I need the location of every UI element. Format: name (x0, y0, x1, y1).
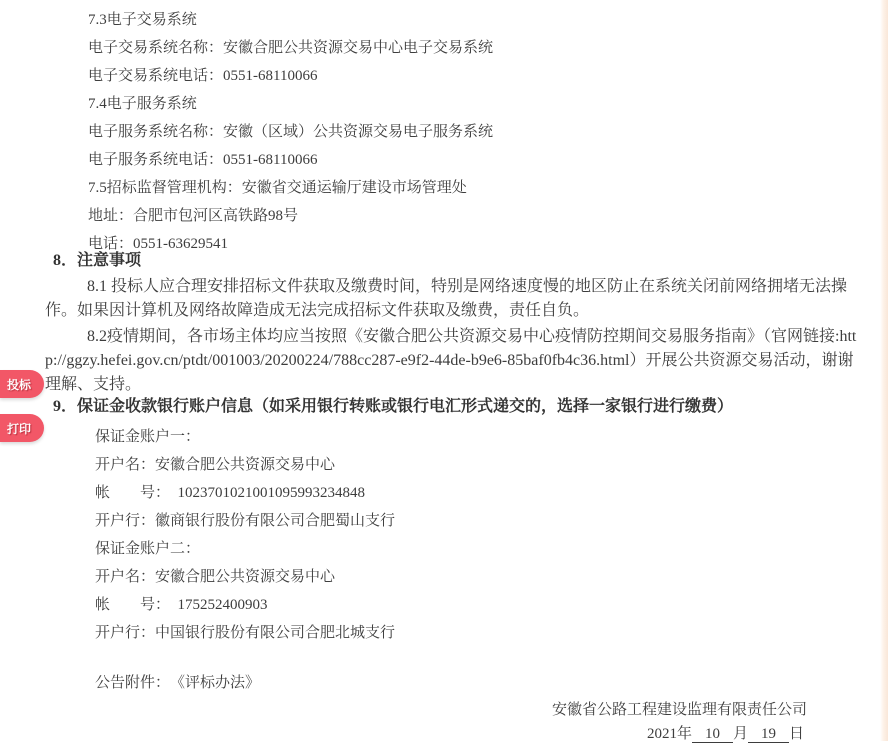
section-8-heading: 8．注意事项 (53, 252, 142, 269)
print-button[interactable]: 打印 (0, 414, 44, 442)
notice-8-2: 8.2疫情期间，各市场主体均应当按照《安徽合肥公共资源交易中心疫情防控期间交易服务指南》（官网链接:http://ggzy.hefei.gov.cn/ptdt/001003/20200224/788cc287-e9f2-44de-b9e6-85baf0fb4c36.html）开展公共资源交易活动，谢谢理解、支持。 (45, 328, 857, 393)
section-7-5-title: 7.5招标监督管理机构：安徽省交通运输厅建设市场管理处 (88, 180, 467, 196)
account-2-bank: 开户行：中国银行股份有限公司合肥北城支行 (95, 625, 396, 641)
service-system-name: 电子服务系统名称：安徽（区域）公共资源交易电子服务系统 (88, 124, 494, 140)
supervisor-phone: 电话：0551-63629541 (88, 236, 228, 252)
section-7-3-title: 7.3电子交易系统 (88, 12, 197, 28)
account-2-holder: 开户名：安徽合肥公共资源交易中心 (95, 569, 336, 585)
account-1-bank: 开户行：徽商银行股份有限公司合肥蜀山支行 (95, 513, 396, 529)
account-2-label: 保证金账户二： (95, 541, 201, 557)
section-7-4-title: 7.4电子服务系统 (88, 96, 197, 112)
account-1-holder: 开户名：安徽合肥公共资源交易中心 (95, 457, 336, 473)
date-month-label: 月 (732, 726, 748, 742)
account-2-number: 帐 号： 175252400903 (95, 597, 268, 613)
trading-system-phone: 电子交易系统电话：0551-68110066 (88, 68, 318, 84)
trading-system-name: 电子交易系统名称：安徽合肥公共资源交易中心电子交易系统 (88, 40, 494, 56)
service-system-phone: 电子服务系统电话：0551-68110066 (88, 152, 318, 168)
date-year: 2021年 (646, 726, 692, 742)
section-9-heading: 9．保证金收款银行账户信息（如采用银行转账或银行电汇形式递交的，选择一家银行进行缴费） (53, 398, 734, 415)
date-day: 19 (748, 726, 789, 743)
bid-button[interactable]: 投标 (0, 370, 44, 398)
signature-company: 安徽省公路工程建设监理有限责任公司 (551, 702, 807, 718)
date-month: 10 (692, 726, 733, 743)
supervisor-address: 地址：合肥市包河区高铁路98号 (88, 208, 299, 224)
account-1-label: 保证金账户一： (95, 429, 201, 445)
page-right-edge-stripe (880, 0, 888, 741)
date-line (0, 722, 880, 746)
account-1-number: 帐 号： 1023701021001095993234848 (95, 485, 366, 501)
notice-8-1: 8.1 投标人应合理安排招标文件获取及缴费时间，特别是网络速度慢的地区防止在系统关闭前网络拥堵无法操作。如果因计算机及网络故障造成无法完成招标文件获取及缴费，责任自负。 (45, 278, 848, 319)
announcement-document (0, 6, 880, 746)
attachment-line: 公告附件： 《评标办法》 (95, 675, 261, 691)
date-day-label: 日 (788, 726, 804, 742)
